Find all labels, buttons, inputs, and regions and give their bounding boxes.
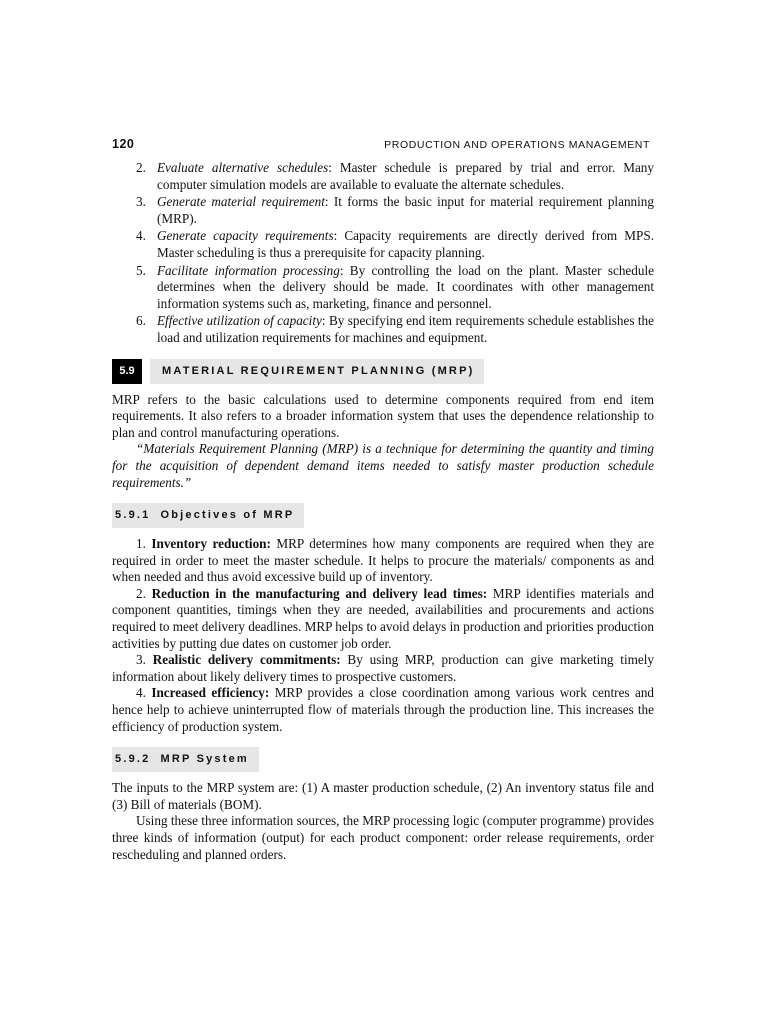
objective-text: By using MRP, production can give marketing timely information about likely delivery times to prospective customers.: [112, 652, 655, 684]
list-item: [112, 313, 654, 346]
list-item-text: : It forms the basic input for material requirement planning (MRP).: [157, 194, 654, 226]
objective-term: Reduction in the manufacturing and delivery lead times:: [151, 585, 488, 601]
objective-text: MRP determines how many components are required when they are required in order to meet the master schedule. It helps to procure the materials/ components as and when needed and thus avoid excessive build up of inventory.: [112, 536, 655, 585]
list-item-term: Effective utilization of capacity: [157, 313, 322, 329]
list-item-text: : By controlling the load on the plant. Master schedule determines when the delivery should be made. It coordinates with other management information systems such as, marketing, finance and personnel.: [157, 262, 654, 311]
list-item-number: 3.: [136, 194, 146, 210]
list-item-number: 6.: [136, 313, 146, 329]
system-paragraph-2: Using these three information sources, the MRP processing logic (computer programme) provides three kinds of information (output) for each product component: order release requirements, order rescheduling and planned orders.: [112, 813, 654, 862]
list-item-number: 4.: [136, 228, 146, 244]
book-title: PRODUCTION AND OPERATIONS MANAGEMENT: [384, 139, 650, 151]
objective-term: Realistic delivery commitments:: [152, 652, 341, 668]
subsection-title: MRP System: [160, 753, 249, 766]
document-page: [112, 136, 654, 863]
objective-paragraph: [112, 685, 654, 735]
list-item-term: Evaluate alternative schedules: [157, 160, 329, 175]
objective-number: 2.: [136, 585, 146, 601]
page-number: 120: [112, 137, 135, 151]
list-item-text: : Capacity requirements are directly derived from MPS. Master scheduling is thus a prerequisite for capacity planning.: [157, 228, 654, 260]
objective-text: MRP provides a close coordination among various work centres and hence help to achieve uninterrupted flow of materials through the production line. This increases the efficiency of production system.: [112, 685, 655, 734]
section-intro: MRP refers to the basic calculations used to determine components required from end item requirements. It also refers to a broader information system that uses the dependence relationship to plan and control manufacturing operations.: [112, 391, 654, 440]
objective-term: Increased efficiency:: [151, 685, 270, 701]
list-item-number: 2.: [136, 160, 146, 175]
list-item-term: Generate material requirement: [157, 194, 325, 210]
objective-paragraph: [112, 652, 654, 685]
list-item-text: : By specifying end item requirements schedule establishes the load and utilization requirements for machines and equipment.: [157, 313, 654, 345]
objective-number: 3.: [136, 652, 146, 668]
objective-text: MRP identifies materials and component quantities, timings when they are needed, availabilities and procurements and actions required to meet delivery deadlines. MRP helps to avoid delays in production and priorities production activities by putting due dates on customer job order.: [112, 585, 654, 651]
list-item-number: 5.: [136, 262, 146, 278]
mrp-definition-quote: “Materials Requirement Planning (MRP) is a technique for determining the quantity and timing for the acquisition of dependent demand items needed to satisfy master production schedule requirements.”: [112, 441, 654, 490]
system-paragraph-1: The inputs to the MRP system are: (1) A master production schedule, (2) An inventory status file and (3) Bill of materials (BOM).: [112, 780, 654, 812]
list-item-term: Facilitate information processing: [157, 262, 340, 278]
objective-number: 1.: [136, 536, 146, 552]
list-item: [112, 194, 654, 227]
section-number: 5.9: [112, 359, 142, 384]
list-item-term: Generate capacity requirements: [157, 228, 334, 244]
list-item: [112, 263, 654, 313]
list-item: [112, 228, 654, 261]
objective-number: 4.: [136, 685, 146, 701]
subsection-number: 5.9.1: [115, 509, 151, 522]
section-heading: [112, 359, 654, 384]
subsection-heading-objectives: [112, 503, 304, 528]
subsection-heading-system: [112, 747, 259, 772]
master-schedule-functions-list: [112, 160, 654, 347]
section-title: MATERIAL REQUIREMENT PLANNING (MRP): [150, 359, 484, 384]
list-item: [112, 160, 654, 193]
objective-term: Inventory reduction:: [151, 536, 271, 552]
list-item-text: : Master schedule is prepared by trial and error. Many computer simulation models are available to evaluate the alternate schedules.: [157, 160, 654, 192]
subsection-title: Objectives of MRP: [160, 509, 295, 522]
objective-paragraph: [112, 586, 654, 652]
objective-paragraph: [112, 536, 654, 586]
subsection-number: 5.9.2: [115, 753, 151, 766]
running-header: [112, 136, 654, 154]
